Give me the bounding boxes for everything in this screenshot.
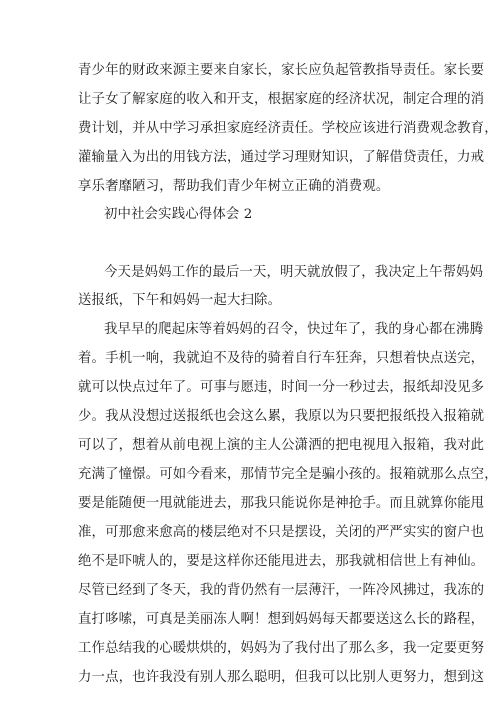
- paragraph-line: 直打哆嗦，可真是美丽冻人啊！想到妈妈每天都要送这么长的路程，: [78, 612, 485, 627]
- paragraph-line: 送报纸，下午和妈妈一起大扫除。: [78, 293, 282, 308]
- paragraph-line: 绝不是吓唬人的，要是这样你还能甩进去，那我就相信世上有神仙。: [78, 554, 485, 569]
- paragraph-line: 就可以快点过年了。可事与愿违，时间一分一秒过去，报纸却没见多: [78, 380, 485, 395]
- paragraph-line: 费计划，并从中学习承担家庭经济责任。学校应该进行消费观念教育，: [78, 121, 498, 136]
- paragraph-line: 准，可那愈来愈高的楼层绝对不只是摆设，关闭的严严实实的窗户也: [78, 525, 485, 540]
- paragraph-line: 着。手机一响，我就迫不及待的骑着自行车狂奔，只想着快点送完，: [78, 351, 485, 366]
- paragraph-line: 力一点，也许我没有别人那么聪明，但我可以比别人更努力，想到这: [78, 670, 485, 685]
- paragraph-line: 青少年的财政来源主要来自家长，家长应负起管教指导责任。家长要: [78, 63, 485, 78]
- paragraph-line: 享乐奢靡陋习，帮助我们青少年树立正确的消费观。: [78, 179, 390, 194]
- paragraph-line: 充满了憧憬。可如今看来，那情节完全是骗小孩的。报箱就那么点空，: [78, 467, 498, 482]
- paragraph-line: 要是能随便一甩就能进去，那我只能说你是神抢手。而且就算你能甩: [78, 496, 485, 511]
- paragraph-line: 我早早的爬起床等着妈妈的召令，快过年了，我的身心都在沸腾: [104, 322, 484, 337]
- section-heading: 初中社会实践心得体会 2: [104, 207, 253, 222]
- paragraph-line: 少。我从没想过送报纸也会这么累，我原以为只要把报纸投入报箱就: [78, 409, 485, 424]
- paragraph-line: 今天是妈妈工作的最后一天，明天就放假了，我决定上午帮妈妈: [104, 265, 484, 280]
- paragraph-line: 尽管已经到了冬天，我的背仍然有一层薄汗，一阵冷风拂过，我冻的: [78, 583, 485, 598]
- paragraph-line: 让子女了解家庭的收入和开支，根据家庭的经济状况，制定合理的消: [78, 92, 485, 107]
- paragraph-line: 可以了，想着从前电视上演的主人公潇洒的把电视甩入报箱，我对此: [78, 438, 485, 453]
- paragraph-line: 灌输量入为出的用钱方法，通过学习理财知识，了解借贷责任，力戒: [78, 150, 485, 165]
- paragraph-line: 工作总结我的心暖烘烘的，妈妈为了我付出了那么多，我一定要更努: [78, 641, 485, 656]
